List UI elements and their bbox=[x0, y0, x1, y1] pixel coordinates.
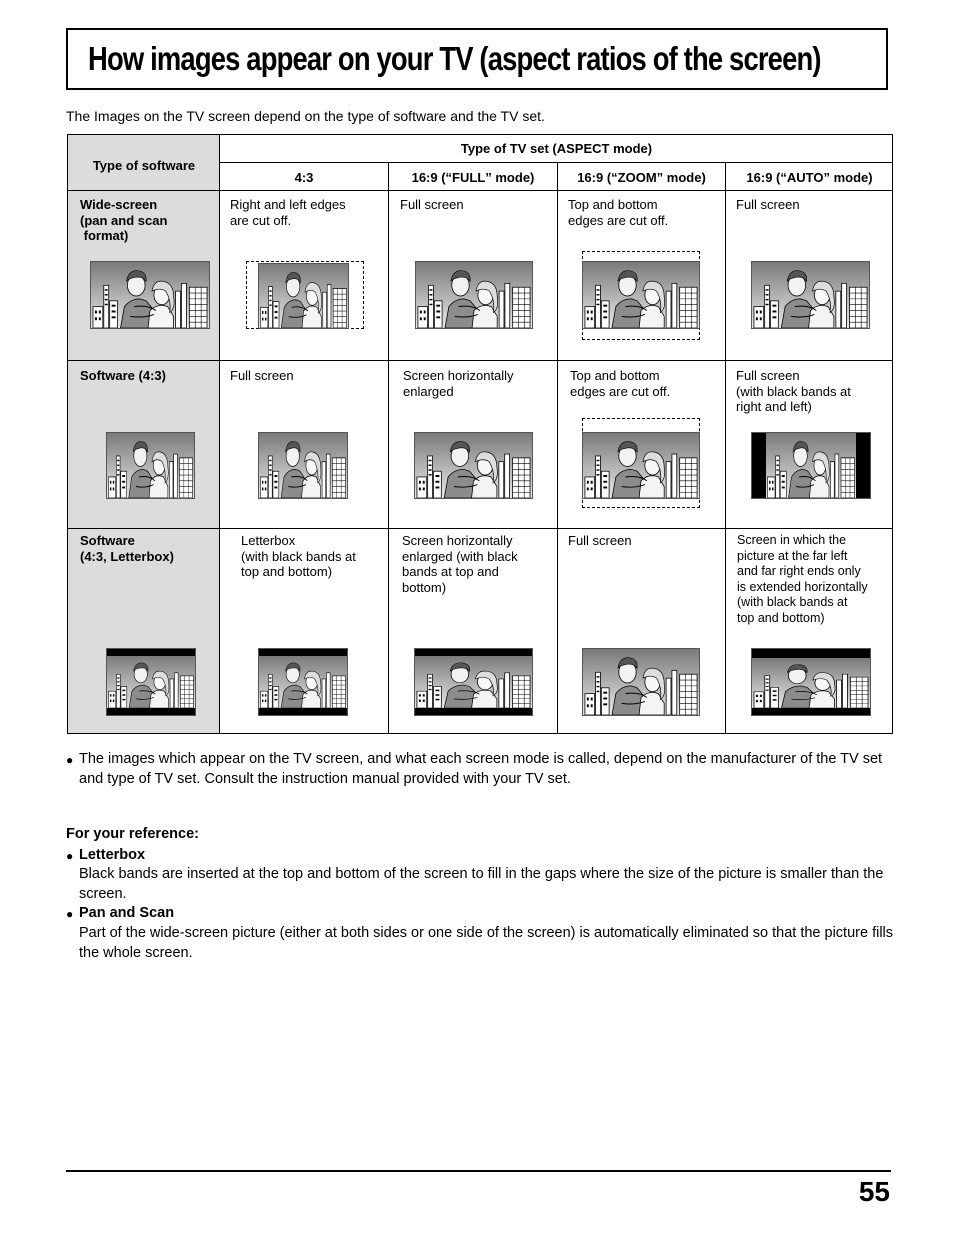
cell-desc: Right and left edges are cut off. bbox=[230, 197, 346, 228]
cell-desc: Full screen bbox=[736, 197, 800, 212]
row-label-letterbox: Software (4:3, Letterbox) bbox=[80, 533, 174, 564]
cell-desc: Letterbox (with black bands at top and bottom) bbox=[241, 533, 356, 579]
row-label-software-4-3: Software (4:3) bbox=[80, 368, 166, 383]
reference-text-pan-scan: Part of the wide-screen picture (either at both sides or one side of the screen) is automatically eliminated so that the picture fills the whole screen. bbox=[79, 925, 894, 961]
aspect-table bbox=[67, 134, 893, 734]
cell-desc: Full screen bbox=[568, 533, 632, 548]
bullet-icon: ● bbox=[66, 753, 74, 767]
reference-text-letterbox: Black bands are inserted at the top and bottom of the screen to fill in the gaps where the size of the picture is smaller than the screen. bbox=[79, 866, 884, 902]
illustration-couple-image-letterbox bbox=[258, 648, 348, 716]
software-header: Type of software bbox=[92, 158, 196, 173]
cell-desc: Screen in which the picture at the far left and far right ends only is extended horizontally (with black bands at top and bottom) bbox=[737, 533, 868, 625]
cell-desc: Screen horizontally enlarged bbox=[403, 368, 514, 399]
cell-desc: Top and bottom edges are cut off. bbox=[570, 368, 671, 399]
column-header-zoom: 16:9 (“ZOOM” mode) bbox=[577, 170, 706, 185]
illustration-couple-image bbox=[90, 261, 210, 329]
footer-rule bbox=[66, 1170, 891, 1172]
bullet-icon: ● bbox=[66, 907, 74, 921]
illustration-couple-image-letterbox bbox=[751, 648, 871, 716]
illustration-couple-image bbox=[106, 432, 195, 499]
page-title: How images appear on your TV (aspect ratios of the screen) bbox=[88, 40, 821, 77]
reference-term-pan-scan: Pan and Scan bbox=[79, 905, 175, 921]
illustration-couple-image bbox=[258, 263, 349, 329]
illustration-couple-image-letterbox bbox=[106, 648, 196, 716]
tvset-header: Type of TV set (ASPECT mode) bbox=[460, 141, 653, 156]
title-box bbox=[66, 28, 888, 90]
illustration-couple-image-pillarbox bbox=[751, 432, 871, 499]
column-header-4-3: 4:3 bbox=[294, 170, 314, 185]
column-header-full: 16:9 (“FULL” mode) bbox=[411, 170, 535, 185]
note-text: The images which appear on the TV screen, and what each screen mode is called, depend on the manufacturer of the TV set and type of TV set. Consult the instruction manual provided with your TV set. bbox=[79, 751, 883, 787]
illustration-couple-image bbox=[582, 432, 700, 499]
intro-text: The Images on the TV screen depend on the type of software and the TV set. bbox=[66, 108, 545, 124]
cell-desc: Screen horizontally enlarged (with black bands at top and bottom) bbox=[402, 533, 518, 595]
illustration-couple-image bbox=[751, 261, 870, 329]
illustration-couple-image bbox=[258, 432, 348, 499]
cell-desc: Full screen bbox=[400, 197, 464, 212]
bullet-icon: ● bbox=[66, 849, 74, 863]
cell-desc: Full screen bbox=[230, 368, 294, 383]
reference-heading: For your reference: bbox=[66, 826, 199, 842]
cell-desc: Top and bottom edges are cut off. bbox=[568, 197, 669, 228]
illustration-couple-image-letterbox bbox=[414, 648, 533, 716]
illustration-couple-image bbox=[414, 432, 533, 499]
illustration-couple-image bbox=[415, 261, 533, 329]
cell-desc: Full screen (with black bands at right and left) bbox=[736, 368, 851, 414]
row-label-widescreen: Wide-screen (pan and scan format) bbox=[80, 197, 168, 243]
page-number: 55 bbox=[858, 1176, 890, 1207]
column-header-auto: 16:9 (“AUTO” mode) bbox=[746, 170, 873, 185]
illustration-couple-image bbox=[582, 648, 700, 716]
reference-term-letterbox: Letterbox bbox=[79, 847, 146, 863]
illustration-couple-image bbox=[582, 261, 700, 329]
